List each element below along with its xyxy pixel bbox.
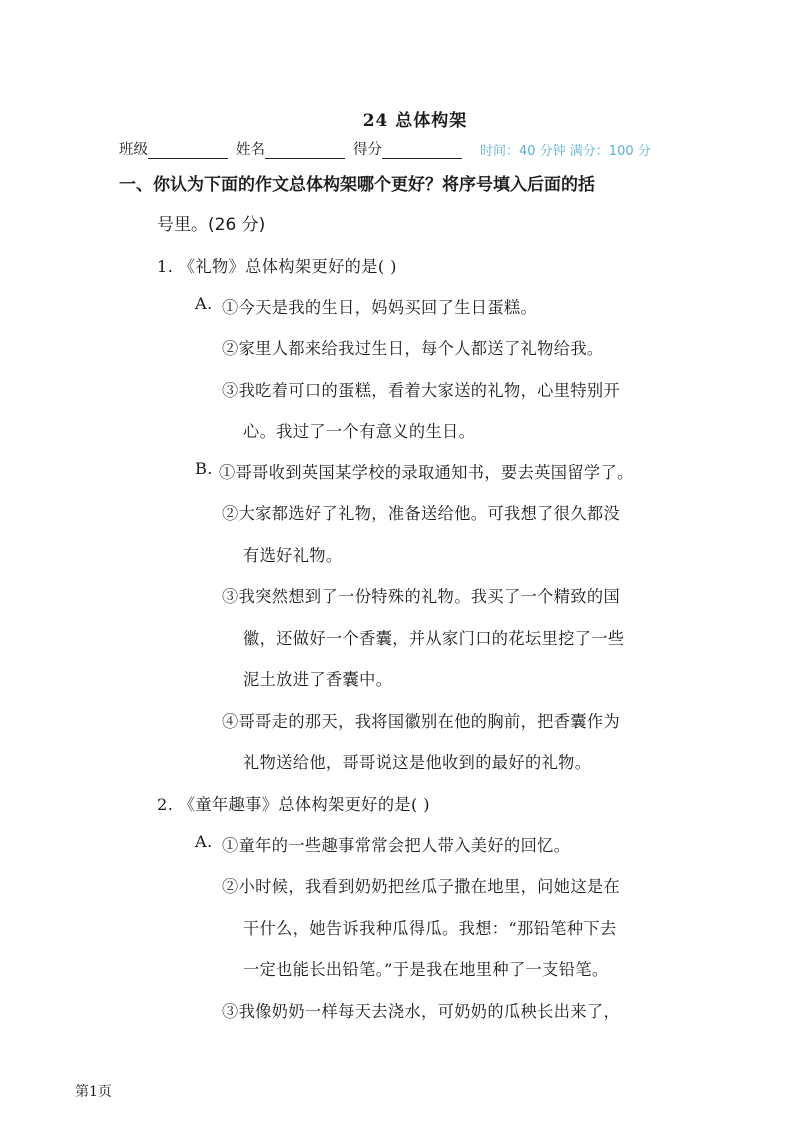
- q1-b-line: 泥土放进了香囊中。: [243, 670, 393, 689]
- question-1-stem: 1. 《礼物》总体构架更好的是( ): [157, 257, 397, 276]
- section-heading-line2: 号里。(26 分): [157, 215, 266, 235]
- q1-a-line: 心。我过了一个有意义的生日。: [243, 422, 476, 441]
- q2-option-a-label: A.: [195, 832, 213, 851]
- q1-b-line: ③我突然想到了一份特殊的礼物。我买了一个精致的国: [222, 587, 621, 606]
- q2-a-line: 一定也能长出铅笔。”于是我在地里种了一支铅笔。: [243, 960, 609, 979]
- score-label: 得分: [353, 142, 382, 158]
- q1-b-line: 有选好礼物。: [243, 546, 343, 565]
- q1-option-b-label: B.: [195, 459, 213, 478]
- q2-a-line: 干什么，她告诉我种瓜得瓜。我想：“那铅笔种下去: [243, 919, 617, 938]
- class-field[interactable]: [148, 142, 228, 159]
- page-number: 第1页: [75, 1084, 112, 1100]
- time-score-meta: 时间：40 分钟 满分：100 分: [480, 144, 651, 159]
- q1-a-line: ③我吃着可口的蛋糕，看着大家送的礼物，心里特别开: [222, 381, 621, 400]
- name-label: 姓名: [236, 142, 265, 158]
- q1-b-line: 徽，还做好一个香囊，并从家门口的花坛里挖了一些: [243, 629, 625, 648]
- student-info-row: [119, 138, 651, 159]
- q1-b-line: ①哥哥收到英国某学校的录取通知书，要去英国留学了。: [219, 463, 634, 482]
- q1-a-line: ②家里人都来给我过生日，每个人都送了礼物给我。: [222, 339, 604, 358]
- q1-b-line: 礼物送给他，哥哥说这是他收到的最好的礼物。: [243, 753, 592, 772]
- class-label: 班级: [119, 142, 148, 158]
- section-heading-line1: 一、你认为下面的作文总体构架哪个更好？将序号填入后面的括: [119, 175, 595, 195]
- q1-a-line: ①今天是我的生日，妈妈买回了生日蛋糕。: [222, 298, 538, 317]
- q1-b-line: ②大家都选好了礼物，准备送给他。可我想了很久都没: [222, 504, 621, 523]
- name-field[interactable]: [265, 142, 345, 159]
- score-field[interactable]: [382, 142, 462, 159]
- q2-a-line: ③我像奶奶一样每天去浇水，可奶奶的瓜秧长出来了，: [222, 1002, 621, 1021]
- q1-b-line: ④哥哥走的那天，我将国徽别在他的胸前，把香囊作为: [222, 712, 621, 731]
- q2-a-line: ①童年的一些趣事常常会把人带入美好的回忆。: [222, 836, 571, 855]
- question-2-stem: 2. 《童年趣事》总体构架更好的是( ): [157, 795, 430, 814]
- q1-option-a-label: A.: [195, 294, 213, 313]
- q2-a-line: ②小时候，我看到奶奶把丝瓜子撒在地里，问她这是在: [222, 877, 621, 896]
- worksheet-title: 24 总体构架: [362, 111, 468, 131]
